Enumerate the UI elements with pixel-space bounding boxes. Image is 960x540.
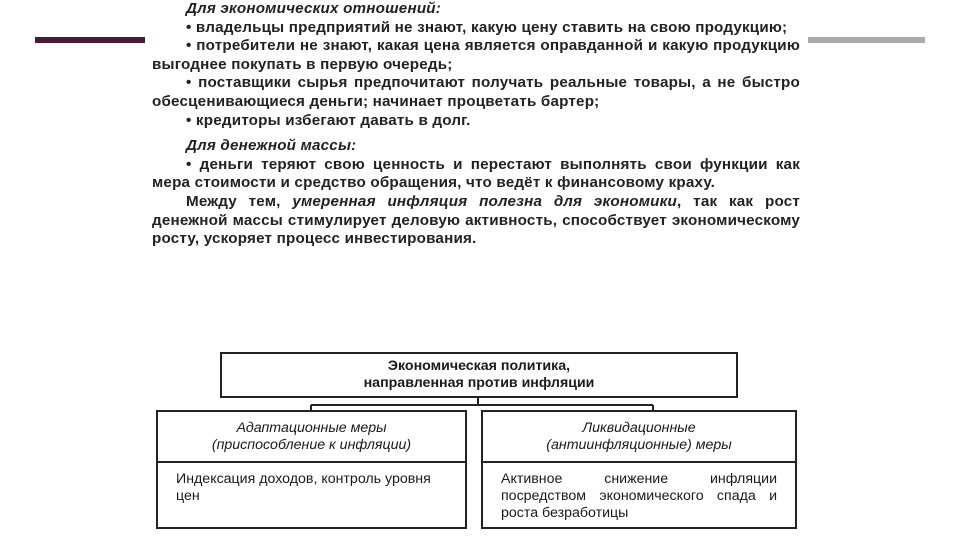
scheme-top-box [220,352,738,398]
paragraph [152,193,800,249]
scheme-right-body-text: Активное снижение инфляции посредством экономического спада и роста безработицы [501,471,777,521]
scheme-right-heading-line-2: (антиинфляционные) меры [546,436,732,453]
scheme-right-heading-line-1: Ликвидационные [582,419,696,436]
decorative-bar-left [35,37,145,43]
scheme-left-heading-box [156,410,467,463]
scheme-right-heading-box [481,410,797,463]
scheme-left-heading-line-2: (приспособление к инфляции) [211,436,412,453]
decorative-bar-right [808,37,925,43]
document-text [152,0,800,249]
bullet-item: • деньги теряют свою ценность и перестают выполнять свои функции как мера стоимости и средство обращения, что ведёт к финансовому краху. [152,155,800,192]
scheme-left-body-text: Индексация доходов, контроль уровня цен [176,471,431,504]
paragraph-emphasis: умеренная инфляция полезна для экономики [292,192,678,210]
heading-economic: Для экономических отношений: [186,0,442,17]
scheme-right-body-box [481,461,797,529]
scheme-left-heading-line-1: Адаптационные меры [236,419,387,436]
bullet-item: • владельцы предприятий не знают, какую цену ставить на свою продукцию; [186,18,788,36]
heading-money: Для денежной массы: [186,137,357,155]
bullet-item: • кредиторы избегают давать в долг. [186,111,471,129]
paragraph-part-1: Между тем, [186,192,293,210]
bullet-item: • поставщики сырья предпочитают получать реальные товары, а не быстро обесценивающиеся деньги; начинает процветать бартер; [152,74,800,110]
scheme-top-line-1: Экономическая политика, [387,358,571,374]
bullet-item: • потребители не знают, какая цена является оправданной и какую продукцию выгоднее покупать в первую очередь; [152,37,800,73]
paragraph-part-2: , так как рост денежной массы стимулирует деловую активность, способствует экономическому росту, ускоряет процесс инвестирования. [152,192,800,248]
scheme-top-line-2: направленная против инфляции [363,375,595,391]
scheme-left-body-box [156,461,467,529]
